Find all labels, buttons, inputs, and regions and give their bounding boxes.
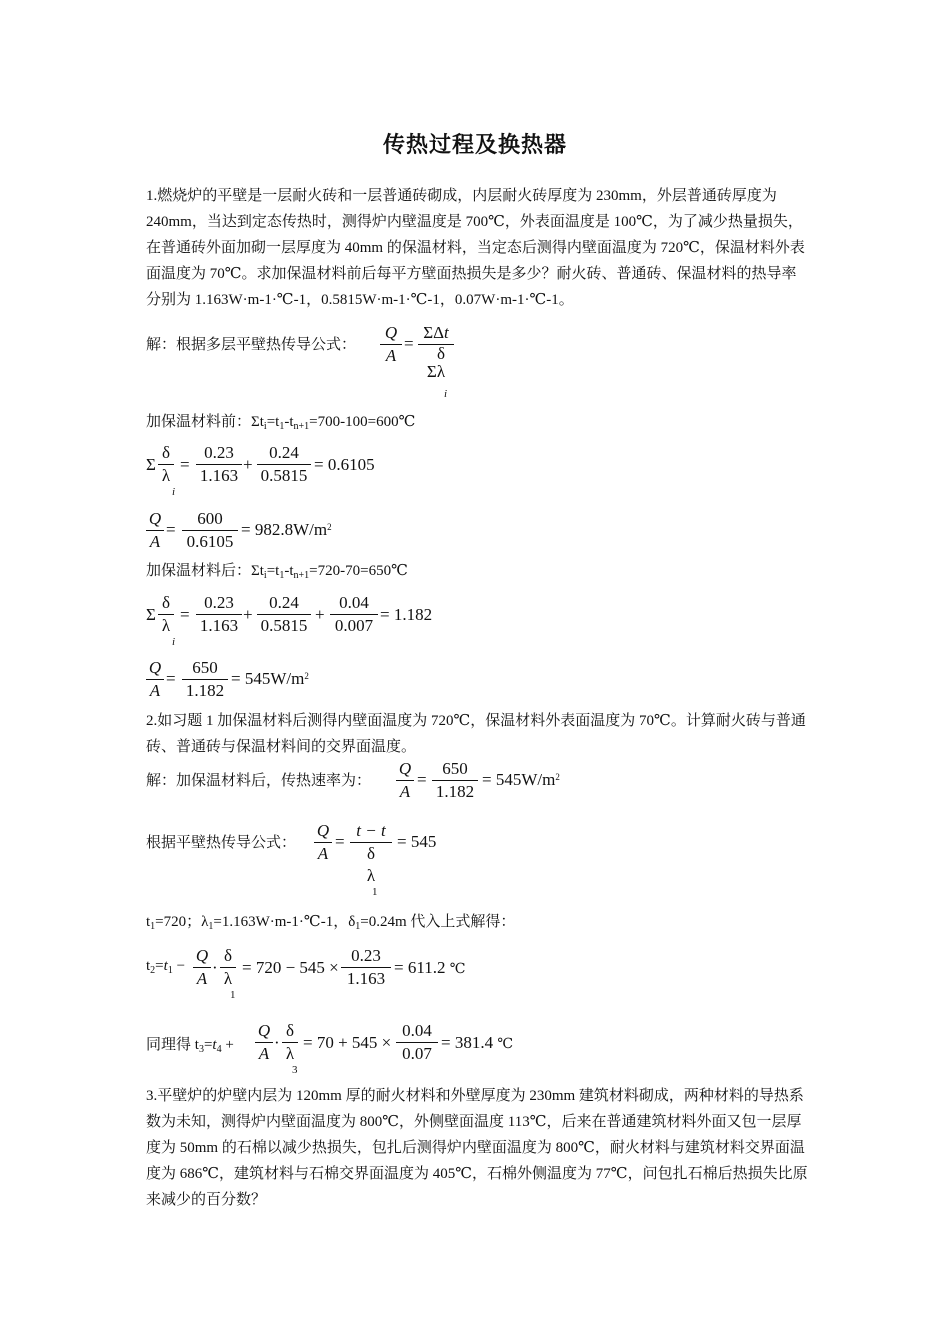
- solution-1-intro: 解：根据多层平壁热传导公式：: [146, 337, 357, 353]
- before-frac-2: $\frac{0.24}{0.5815}$: [257, 442, 311, 487]
- after-insulation-line: 加保温材料后：$\Sigma t_i=t_1-t_{n+1}=720-70=650℃$: [146, 563, 408, 581]
- problem-2-text: 2.如习题 1 加保温材料后测得内壁面温度为 720℃，保温材料外表面温度为 70℃。计算耐火砖与普通砖、普通砖与保温材料间的交界面温度。: [146, 713, 806, 755]
- document-page: 传热过程及换热器 1.燃烧炉的平壁是一层耐火砖和一层普通砖砌成，内层耐火砖厚度为 230mm，外层普通砖厚度为 240mm，当达到定态传热时，测得炉内壁温度是 700℃，外表面温度是 100℃，为了减少热量损失，在普通砖外面加砌一层厚度为 40mm 的保温材料，当定态后测得内壁面温度为 720℃，保温材料外表面温度为 70℃。求加保温材料前后每平方壁面热损失是多少？耐火砖、普通砖、保温材料的热导率分别为 1.163W·m-1·℃-1，0.5815W·m-1·℃-1，0.07W·m-1·℃-1。 解：根据多层平壁热传导公式： $\frac{Q}{A}$ = ΣΔt Σδ λ i 加保温材料前：$\Sigma t_i=t_1-t_{n+1}=700-100=600℃$ Σ $\frac{\delta}{\lambda}$ i = $\frac{0.23}{1.163}$ + $\frac{0.24}{0.5815}$ = 0.6105 $\frac{Q}{A}$ = $\frac{600}{0.6105}$ = $982.8W/m^2$ 加保温材料后：$\Sigma t_i=t_1-t_{n+1}=720-70=650℃$ Σ $\frac{\delta}{\lambda}$ i = $\frac{0.23}{1.163}$ + $\frac{0.24}{0.5815}$ + $\frac{0.04}{0.007}$ = 1.182 $\frac{Q}{A}$ = $\frac{650}{1.182}$ = $545W/m^2$ 2.如习题 1 加保温材料后测得内壁面温度为 720℃，保温材料外表面温度为 70℃。计算耐火砖与普通砖、普通砖与保温材料间的交界面温度。 解：加保温材料后，传热速率为： $\frac{Q}{A}$ = $\frac{650}{1.182}$ = $545W/m^2$ 根据平壁热传导公式： $\frac{Q}{A}$ = t − t δ λ 1 = 545 $t_1=720$；$\lambda_1=1.163W\cdot m-1\cdot℃-1$，$\delta_1=0.24m$ 代入上式解得： $t_2=t_1$ − $\frac{Q}{A}$ · $\frac{\delta}{\lambda}$ 1 = 720 − 545 × $\frac{0.23}{1.163}$ = 611.2 ℃ 同理得 $t_3=t_4$ + $\frac{Q}{A}$ · $\frac{\delta}{\lambda}$ 3 = 70 + 545 × $\frac{0.04}{0.07}$ = 381.4 ℃ 3.平壁炉的炉壁内层为 120mm 厚的耐火材料和外壁厚度为 230mm 建筑材料砌成，两种材料的导热系数为未知，测得炉内壁面温度为 800℃，外侧壁面温度 113℃，后来在普通建筑材料外面又包一层厚度为 50mm 的石棉以减少热损失，包扎后测得炉内壁面温度为 800℃，耐火材料与建筑材料交界面温度为 686℃，建筑材料与石棉交界面温度为 405℃，石棉外侧温度为 77℃，问包扎石棉后热损失比原来减少的百分数？: [0, 0, 950, 1344]
- problem-3-text: 3.平壁炉的炉壁内层为 120mm 厚的耐火材料和外壁厚度为 230mm 建筑材料砌成，两种材料的导热系数为未知，测得炉内壁面温度为 800℃，外侧壁面温度 113℃，后来在普通建筑材料外面又包一层厚度为 50mm 的石棉以减少热损失，包扎后测得炉内壁面温度为 800℃，耐火材料与建筑材料交界面温度为 686℃，建筑材料与石棉交界面温度为 405℃，石棉外侧温度为 77℃，问包扎石棉后热损失比原来减少的百分数？: [146, 1088, 808, 1208]
- after-sum-result: = 1.182: [380, 605, 433, 624]
- formula-2-intro: 根据平壁热传导公式：: [146, 835, 297, 851]
- after-q-result: = $545W/m^2$: [231, 669, 309, 688]
- before-insulation-line: 加保温材料前：$\Sigma t_i=t_1-t_{n+1}=700-100=600℃$: [146, 414, 416, 432]
- formula-q-over-a: $\frac{Q}{A}$: [380, 322, 402, 367]
- before-q-frac: $\frac{600}{0.6105}$: [182, 508, 238, 553]
- t2-result: = 611.2 ℃: [394, 958, 466, 977]
- t3-expression: = 70 + 545 ×: [303, 1033, 392, 1052]
- wall-formula-frac: t − t δ λ: [350, 820, 392, 887]
- problem-1-text: 1.燃烧炉的平壁是一层耐火砖和一层普通砖砌成，内层耐火砖厚度为 230mm，外层普通砖厚度为 240mm，当达到定态传热时，测得炉内壁温度是 700℃，外表面温度是 100℃，为了减少热量损失，在普通砖外面加砌一层厚度为 40mm 的保温材料，当定态后测得内壁面温度为 720℃，保温材料外表面温度为 70℃。求加保温材料前后每平方壁面热损失是多少？耐火砖、普通砖、保温材料的热导率分别为 1.163W·m-1·℃-1，0.5815W·m-1·℃-1，0.07W·m-1·℃-1。: [146, 188, 805, 308]
- t3-frac: $\frac{0.04}{0.07}$: [396, 1020, 438, 1065]
- before-frac-1: $\frac{0.23}{1.163}$: [196, 442, 242, 487]
- t2-expression: = 720 − 545 ×: [242, 958, 339, 977]
- after-frac-3: $\frac{0.04}{0.007}$: [330, 592, 378, 637]
- page-title: 传热过程及换热器: [382, 133, 567, 158]
- solution-2-intro: 解：加保温材料后，传热速率为：: [146, 773, 372, 789]
- before-q-result: = $982.8W/m^2$: [241, 520, 332, 539]
- after-q-frac: $\frac{650}{1.182}$: [182, 657, 228, 702]
- before-sum-result: = 0.6105: [314, 455, 375, 474]
- given-values-line: $t_1=720$；$\lambda_1=1.163W\cdot m-1\cdot℃-1$，$\delta_1=0.24m$ 代入上式解得：: [146, 914, 516, 932]
- t2-frac: $\frac{0.23}{1.163}$: [341, 945, 391, 990]
- rate-frac: $\frac{650}{1.182}$: [432, 758, 478, 803]
- wall-formula-result: = 545: [397, 832, 437, 851]
- formula-sum-dt: ΣΔt Σδ λ: [418, 322, 454, 383]
- t3-result: = 381.4 ℃: [441, 1033, 514, 1052]
- rate-result: = $545W/m^2$: [482, 770, 560, 789]
